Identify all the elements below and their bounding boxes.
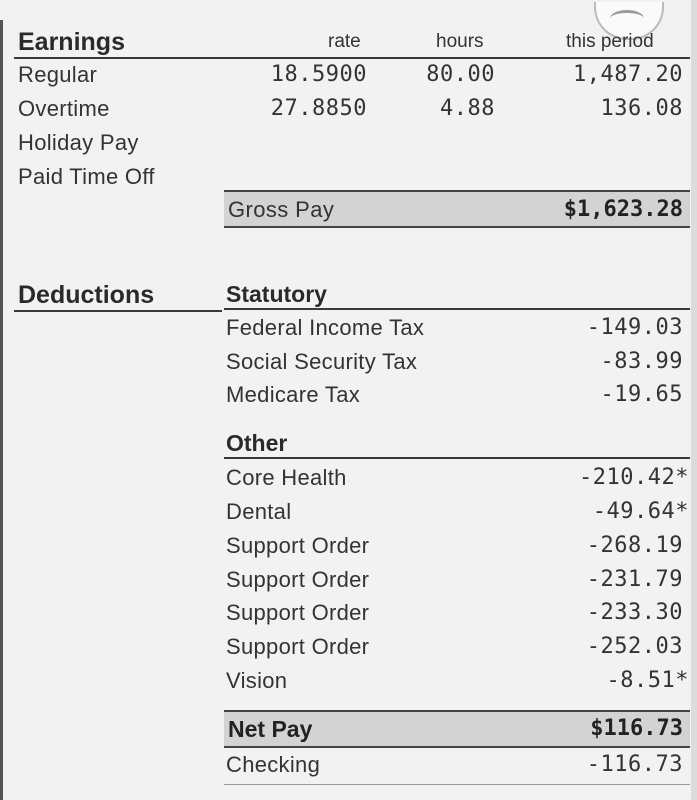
- deduction-amount: -149.03: [586, 315, 683, 340]
- deduction-label: Support Order: [226, 567, 370, 592]
- deduction-amount: -83.99: [600, 349, 683, 374]
- rate-column-header: rate: [328, 31, 361, 52]
- right-edge: [691, 0, 697, 800]
- deduction-label: Federal Income Tax: [226, 315, 425, 340]
- deduction-label: Support Order: [226, 600, 370, 625]
- this-period-column-header: this period: [566, 31, 654, 52]
- net-pay-value: $116.73: [590, 716, 683, 741]
- other-heading: Other: [226, 430, 288, 456]
- deduction-label: Core Health: [226, 465, 347, 490]
- left-border: [0, 20, 3, 800]
- hours-column-header: hours: [436, 31, 484, 52]
- earnings-row-rate: 27.8850: [270, 96, 367, 121]
- deduction-label: Vision: [226, 668, 288, 693]
- deduction-amount: -231.79: [586, 567, 683, 592]
- earnings-row-label: Regular: [18, 62, 98, 87]
- net-pay-label: Net Pay: [228, 716, 313, 742]
- earnings-row-hours: 4.88: [440, 96, 495, 121]
- deduction-amount: -252.03: [586, 634, 683, 659]
- other-rule: [224, 457, 690, 459]
- deduction-amount: -233.30: [586, 600, 683, 625]
- earnings-row-amount: 1,487.20: [573, 62, 683, 87]
- deduction-label: Support Order: [226, 634, 370, 659]
- deduction-label: Social Security Tax: [226, 349, 418, 374]
- deduction-label: Medicare Tax: [226, 382, 361, 407]
- statutory-heading: Statutory: [226, 281, 327, 307]
- checking-amount: -116.73: [586, 752, 683, 777]
- earnings-row-rate: 18.5900: [270, 62, 367, 87]
- checking-label: Checking: [226, 752, 321, 777]
- deduction-label: Dental: [226, 499, 292, 524]
- gross-pay-label: Gross Pay: [228, 197, 335, 222]
- deduction-label: Support Order: [226, 533, 370, 558]
- deduction-amount: -210.42*: [579, 465, 689, 490]
- earnings-rule: [14, 57, 690, 59]
- earnings-row-label: Holiday Pay: [18, 130, 139, 155]
- earnings-heading: Earnings: [18, 28, 125, 56]
- earnings-row-label: Paid Time Off: [18, 164, 155, 189]
- deductions-heading: Deductions: [18, 281, 155, 309]
- deduction-amount: -19.65: [600, 382, 683, 407]
- earnings-row-amount: 136.08: [600, 96, 683, 121]
- gross-pay-value: $1,623.28: [563, 197, 683, 222]
- statutory-rule: [224, 308, 690, 310]
- deductions-rule: [14, 310, 222, 312]
- earnings-row-label: Overtime: [18, 96, 110, 121]
- deduction-amount: -268.19: [586, 533, 683, 558]
- deduction-amount: -49.64*: [592, 499, 689, 524]
- earnings-row-hours: 80.00: [426, 62, 495, 87]
- checking-rule: [224, 784, 690, 785]
- deduction-amount: -8.51*: [606, 668, 689, 693]
